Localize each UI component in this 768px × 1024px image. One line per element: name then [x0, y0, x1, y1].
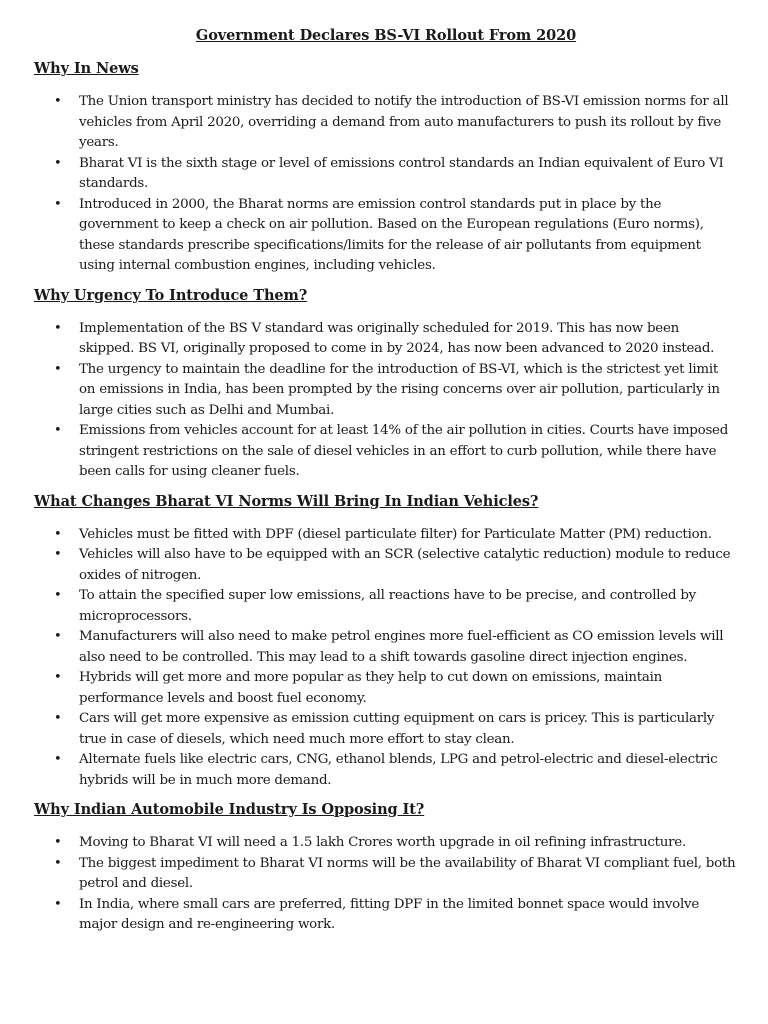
list-item	[34, 627, 738, 668]
list-item-text: Vehicles will also have to be equipped with an SCR (selective catalytic reduction) module to reduce oxides of nitrogen.	[79, 547, 731, 583]
section-industry-opposing	[34, 800, 738, 936]
list-item-text: To attain the specified super low emissions, all reactions have to be precise, and controlled by microprocessors.	[79, 588, 696, 624]
document-title: Government Declares BS-VI Rollout From 2020	[195, 27, 577, 44]
list-item	[34, 92, 738, 154]
list-item	[34, 895, 738, 936]
bullet-list	[34, 833, 738, 936]
list-item-text: Hybrids will get more and more popular as they help to cut down on emissions, maintain performance levels and boost fuel economy.	[79, 670, 663, 706]
bullet-icon: •	[54, 855, 62, 871]
list-item-text: Introduced in 2000, the Bharat norms are emission control standards put in place by the government to keep a check on air pollution. Based on the European regulations (Euro norms), these standards prescribe specifications/limits for the release of air pollutants from equipment using internal combustion engines, including vehicles.	[79, 196, 704, 273]
list-item	[34, 586, 738, 627]
bullet-icon: •	[54, 526, 62, 542]
section-heading: Why Indian Automobile Industry Is Opposing It?	[34, 801, 425, 818]
list-item-text: Manufacturers will also need to make petrol engines more fuel-efficient as CO emission levels will also need to be controlled. This may lead to a shift towards gasoline direct injection engines.	[79, 629, 724, 665]
list-item	[34, 668, 738, 709]
list-item-text: The Union transport ministry has decided to notify the introduction of BS-VI emission norms for all vehicles from April 2020, overriding a demand from auto manufacturers to push its rollout by five years.	[79, 94, 729, 150]
bullet-icon: •	[54, 752, 62, 767]
list-item	[34, 525, 738, 546]
section-why-urgency	[34, 286, 738, 483]
bullet-icon: •	[54, 155, 62, 171]
list-item-text: Alternate fuels like electric cars, CNG, ethanol blends, LPG and petrol-electric and diesel-electric hybrids will be in much more demand.	[79, 752, 718, 788]
list-item	[34, 319, 738, 360]
list-item-text: Implementation of the BS V standard was originally scheduled for 2019. This has now been skipped. BS VI, originally proposed to come in by 2024, has now been advanced to 2020 instead.	[79, 320, 715, 356]
bullet-icon: •	[54, 423, 62, 438]
list-item	[34, 709, 738, 750]
list-item	[34, 154, 738, 195]
bullet-icon: •	[54, 835, 62, 850]
list-item	[34, 854, 738, 895]
list-item-text: Vehicles must be fitted with DPF (diesel particulate filter) for Particulate Matter (PM) reduction.	[79, 526, 712, 542]
list-item-text: The urgency to maintain the deadline for the introduction of BS-VI, which is the strictest yet limit on emissions in India, has been prompted by the rising concerns over air pollution, particularly in large cities such as Delhi and Mumbai.	[79, 361, 720, 418]
bullet-icon: •	[54, 320, 62, 336]
list-item	[34, 195, 738, 277]
bullet-icon: •	[54, 547, 62, 562]
bullet-icon: •	[54, 361, 62, 377]
list-item-text: Moving to Bharat VI will need a 1.5 lakh Crores worth upgrade in oil refining infrastructure.	[79, 835, 686, 850]
list-item	[34, 833, 738, 854]
section-heading: What Changes Bharat VI Norms Will Bring In Indian Vehicles?	[34, 492, 539, 510]
list-item-text: The biggest impediment to Bharat VI norms will be the availability of Bharat VI compliant fuel, both petrol and diesel.	[79, 855, 736, 891]
bullet-icon: •	[54, 196, 62, 212]
bullet-list	[34, 525, 738, 792]
list-item	[34, 750, 738, 791]
section-why-in-news	[34, 59, 738, 277]
section-heading: Why In News	[34, 60, 139, 77]
list-item	[34, 545, 738, 586]
bullet-list	[34, 92, 738, 277]
list-item-text: In India, where small cars are preferred, fitting DPF in the limited bonnet space would involve major design and re-engineering work.	[79, 896, 699, 932]
list-item	[34, 421, 738, 483]
bullet-list	[34, 319, 738, 483]
bullet-icon: •	[54, 94, 62, 109]
list-item-text: Bharat VI is the sixth stage or level of emissions control standards an Indian equivalent of Euro VI standards.	[79, 155, 724, 191]
bullet-icon: •	[54, 711, 62, 726]
bullet-icon: •	[54, 588, 62, 603]
bullet-icon: •	[54, 670, 62, 685]
list-item	[34, 360, 738, 422]
section-heading: Why Urgency To Introduce Them?	[34, 286, 308, 304]
section-what-changes	[34, 492, 738, 792]
bullet-icon: •	[54, 629, 62, 644]
list-item-text: Cars will get more expensive as emission cutting equipment on cars is pricey. This is particularly true in case of diesels, which need much more effort to stay clean.	[79, 711, 715, 747]
bullet-icon: •	[54, 896, 62, 912]
list-item-text: Emissions from vehicles account for at least 14% of the air pollution in cities. Courts have imposed stringent restrictions on the sale of diesel vehicles in an effort to curb pollution, while there have been calls for using cleaner fuels.	[79, 423, 729, 479]
